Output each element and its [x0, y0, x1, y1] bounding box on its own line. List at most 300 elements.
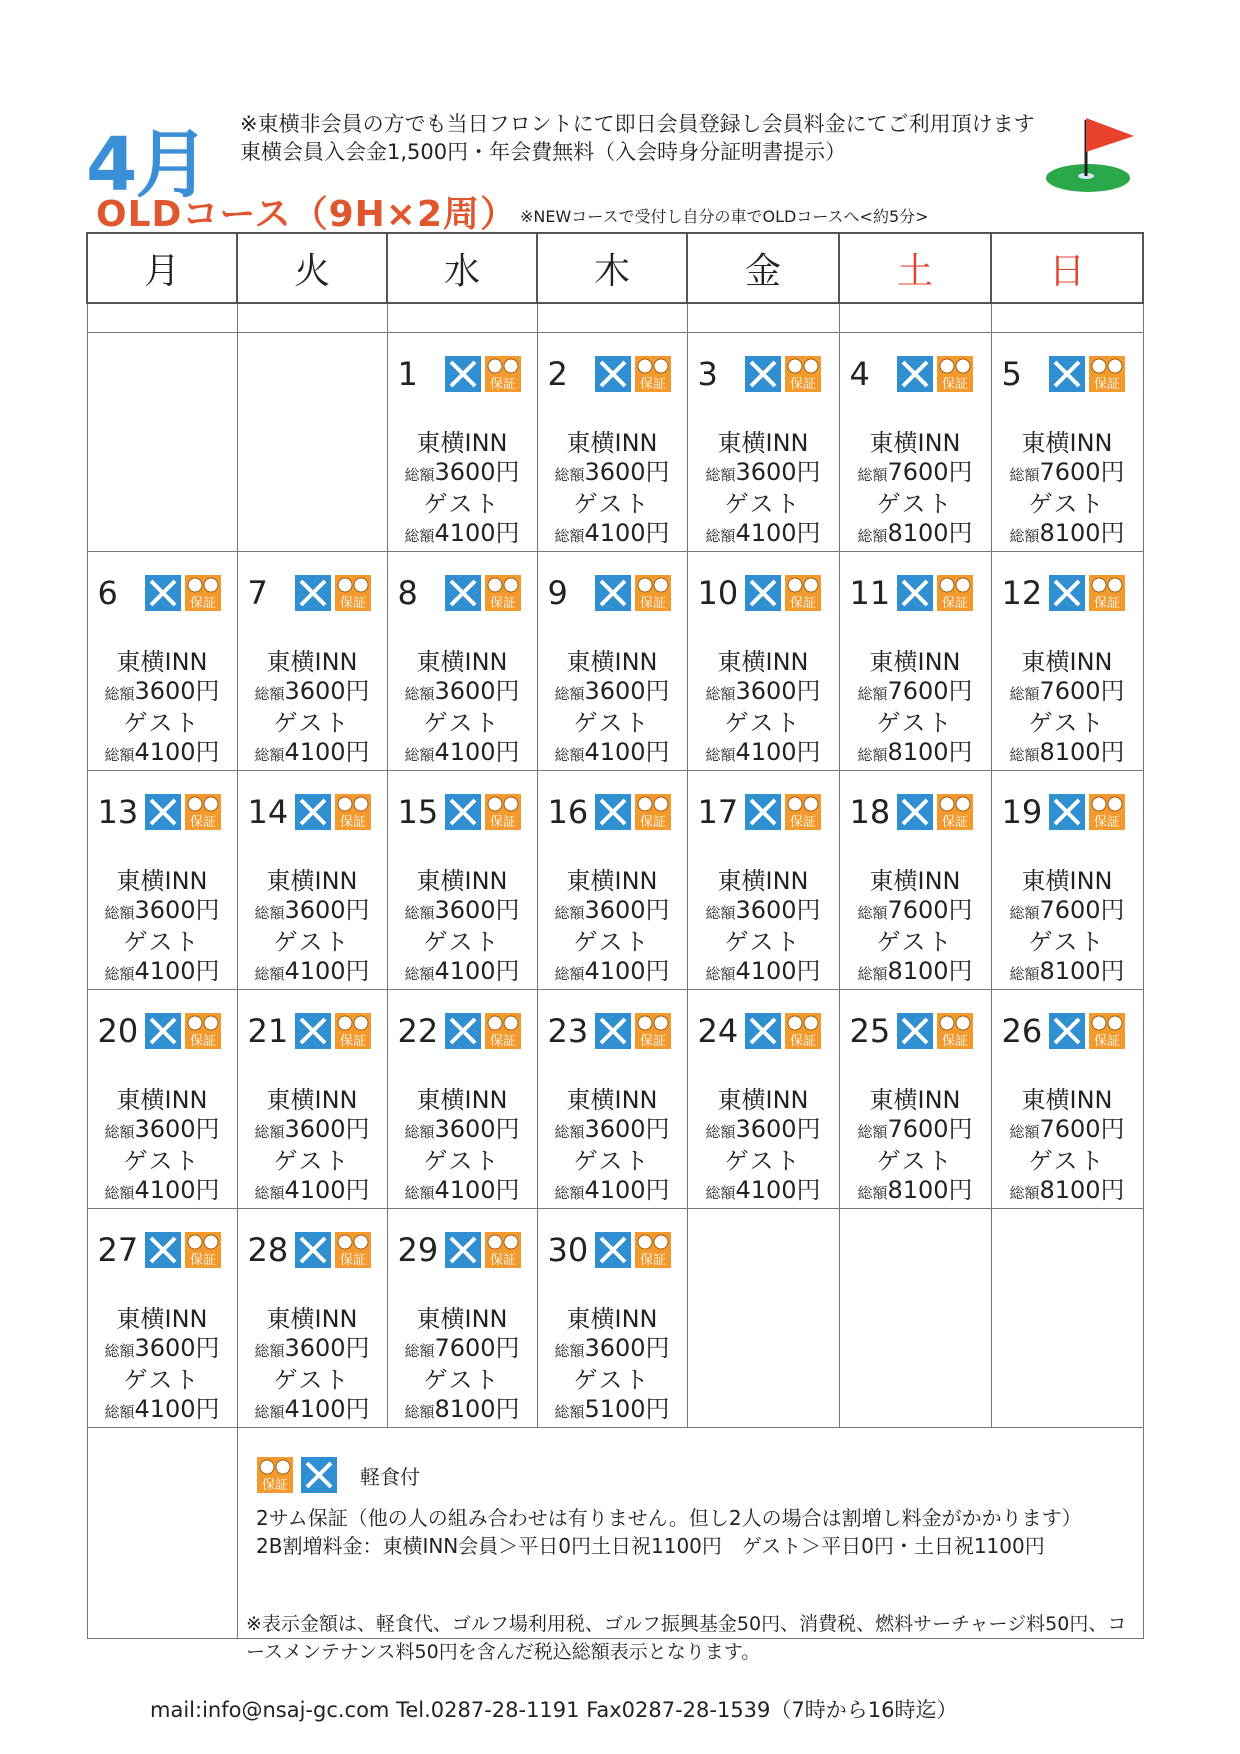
inn-member-price — [538, 677, 687, 709]
svg-text:保証: 保証 — [489, 1034, 516, 1049]
inn-price-value: 3600円 — [434, 1115, 520, 1143]
total-label: 総額 — [705, 466, 736, 484]
svg-text:保証: 保証 — [339, 1253, 366, 1268]
inn-price-value: 3600円 — [735, 458, 821, 486]
total-label: 総額 — [705, 685, 736, 703]
total-label: 総額 — [705, 746, 736, 764]
day-number: 15 — [397, 793, 439, 831]
inn-price-value: 3600円 — [284, 1115, 370, 1143]
fork-knife-icon — [444, 1012, 482, 1050]
two-some-rule: 2サム保証（他の人の組み合わせは有りません。但し2人の場合は割増し料金がかかります） — [256, 1506, 1082, 1530]
total-label: 総額 — [1009, 1123, 1040, 1141]
guest-price — [538, 1176, 687, 1208]
guarantee-badge-icon — [634, 574, 672, 612]
calendar-day-cell — [387, 333, 537, 552]
inn-member-label: 東横INN — [566, 1086, 658, 1114]
inn-price-value: 3600円 — [134, 677, 220, 705]
inn-member-label: 東横INN — [116, 648, 208, 676]
svg-text:保証: 保証 — [789, 1034, 816, 1049]
day-number: 6 — [97, 574, 118, 612]
total-label: 総額 — [254, 1342, 285, 1360]
calendar-day-cell — [537, 1209, 687, 1428]
fork-knife-icon — [144, 1231, 182, 1269]
guest-price-value: 4100円 — [735, 957, 821, 985]
guest-price-value: 5100円 — [584, 1395, 670, 1423]
fork-knife-icon — [444, 793, 482, 831]
day-number: 18 — [849, 793, 891, 831]
day-number: 20 — [97, 1012, 139, 1050]
guarantee-badge-icon — [634, 1012, 672, 1050]
day-number: 28 — [247, 1231, 289, 1269]
guest-price-value: 8100円 — [887, 957, 973, 985]
guarantee-badge-icon — [184, 574, 222, 612]
day-number: 30 — [547, 1231, 589, 1269]
inn-member-label: 東横INN — [1021, 429, 1113, 457]
calendar-day-cell — [87, 552, 237, 771]
fork-knife-icon — [294, 793, 332, 831]
guest-label: ゲスト — [123, 1147, 201, 1175]
day-number: 25 — [849, 1012, 891, 1050]
golf-flag-icon — [1040, 114, 1140, 194]
calendar-week-row — [87, 990, 1143, 1209]
guest-price — [840, 519, 991, 551]
inn-price-value: 7600円 — [1039, 458, 1125, 486]
day-number: 9 — [547, 574, 568, 612]
inn-member-label: 東横INN — [116, 1305, 208, 1333]
total-label: 総額 — [554, 1403, 585, 1421]
guarantee-badge-icon — [634, 793, 672, 831]
svg-text:保証: 保証 — [189, 596, 216, 611]
calendar-day-cell — [687, 990, 839, 1209]
guest-label: ゲスト — [573, 490, 651, 518]
svg-text:保証: 保証 — [789, 815, 816, 830]
inn-member-label: 東横INN — [266, 867, 358, 895]
guarantee-badge-icon — [184, 1231, 222, 1269]
inn-member-label: 東横INN — [416, 1305, 508, 1333]
membership-note-line2: 東横会員入会金1,500円・年会費無料（入会時身分証明書提示） — [240, 140, 847, 164]
inn-member-label: 東横INN — [416, 429, 508, 457]
fork-knife-icon — [594, 355, 632, 393]
guest-price — [238, 957, 387, 989]
inn-member-label: 東横INN — [869, 429, 961, 457]
day-number: 13 — [97, 793, 139, 831]
guest-price — [992, 1176, 1143, 1208]
guest-label: ゲスト — [1028, 1147, 1106, 1175]
inn-price-value: 3600円 — [584, 1115, 670, 1143]
inn-member-price — [388, 1334, 537, 1366]
guest-price-value: 4100円 — [134, 1395, 220, 1423]
guest-price-value: 4100円 — [735, 519, 821, 547]
inn-member-price — [88, 1334, 237, 1366]
guarantee-badge-icon — [784, 1012, 822, 1050]
total-label: 総額 — [1009, 965, 1040, 983]
fork-knife-icon — [444, 355, 482, 393]
calendar-day-cell — [387, 1209, 537, 1428]
guest-price-value: 4100円 — [134, 738, 220, 766]
total-label: 総額 — [404, 685, 435, 703]
guest-label: ゲスト — [423, 1366, 501, 1394]
day-number: 3 — [697, 355, 718, 393]
total-label: 総額 — [1009, 466, 1040, 484]
calendar-day-cell — [387, 990, 537, 1209]
guarantee-badge-icon — [334, 1012, 372, 1050]
calendar-day-cell — [991, 552, 1143, 771]
guest-price-value: 8100円 — [887, 519, 973, 547]
total-label: 総額 — [254, 965, 285, 983]
calendar-day-cell — [537, 771, 687, 990]
day-number: 4 — [849, 355, 870, 393]
guarantee-badge-icon — [484, 793, 522, 831]
guest-label: ゲスト — [273, 1366, 351, 1394]
day-number: 14 — [247, 793, 289, 831]
fork-knife-icon — [896, 1012, 934, 1050]
inn-price-value: 3600円 — [584, 458, 670, 486]
guest-price — [992, 957, 1143, 989]
total-label: 総額 — [554, 685, 585, 703]
guarantee-badge-icon — [1088, 574, 1126, 612]
inn-member-label: 東横INN — [566, 1305, 658, 1333]
membership-note-line1: ※東横非会員の方でも当日フロントにて即日会員登録し会員料金にてご利用頂けます — [240, 112, 1035, 136]
inn-member-price — [238, 677, 387, 709]
inn-member-label: 東横INN — [869, 648, 961, 676]
guest-price — [538, 957, 687, 989]
guest-price-value: 4100円 — [434, 957, 520, 985]
calendar-day-cell — [687, 771, 839, 990]
inn-price-value: 3600円 — [134, 1334, 220, 1362]
guest-price-value: 4100円 — [134, 1176, 220, 1204]
legend — [256, 1456, 1146, 1560]
fork-knife-icon — [744, 1012, 782, 1050]
guest-price-value: 4100円 — [584, 957, 670, 985]
two-b-surcharge-rule: 2B割増料金：東横INN会員＞平日0円土日祝1100円 ゲスト＞平日0円・土日祝1100円 — [256, 1534, 1045, 1558]
fork-knife-icon — [744, 793, 782, 831]
total-label: 総額 — [254, 904, 285, 922]
guest-price — [688, 1176, 839, 1208]
calendar-week-row — [87, 1209, 1143, 1428]
guest-label: ゲスト — [423, 928, 501, 956]
inn-member-price — [840, 1115, 991, 1147]
guarantee-badge-icon — [936, 574, 974, 612]
guest-price — [388, 738, 537, 770]
svg-text:保証: 保証 — [189, 815, 216, 830]
day-number: 23 — [547, 1012, 589, 1050]
guest-price — [238, 1395, 387, 1427]
guest-price-value: 4100円 — [434, 519, 520, 547]
calendar-day-cell — [687, 1209, 839, 1428]
calendar-day-cell — [991, 771, 1143, 990]
inn-price-value: 7600円 — [887, 896, 973, 924]
guarantee-badge-icon — [1088, 793, 1126, 831]
guarantee-badge-icon — [484, 1231, 522, 1269]
guarantee-badge-icon — [634, 1231, 672, 1269]
inn-member-price — [88, 896, 237, 928]
guarantee-badge-icon — [784, 793, 822, 831]
total-label: 総額 — [404, 466, 435, 484]
inn-price-value: 7600円 — [1039, 896, 1125, 924]
guarantee-badge-icon — [784, 355, 822, 393]
inn-price-value: 7600円 — [887, 677, 973, 705]
total-label: 総額 — [404, 746, 435, 764]
guest-price — [992, 738, 1143, 770]
inn-price-value: 7600円 — [1039, 1115, 1125, 1143]
svg-text:保証: 保証 — [489, 815, 516, 830]
guest-price — [388, 519, 537, 551]
course-note: ※NEWコースで受付し自分の車でOLDコースへ<約5分> — [520, 207, 929, 226]
total-label: 総額 — [104, 685, 135, 703]
inn-price-value: 3600円 — [735, 677, 821, 705]
day-number: 21 — [247, 1012, 289, 1050]
calendar-day-cell — [839, 552, 991, 771]
guest-price — [538, 738, 687, 770]
fork-knife-icon — [144, 793, 182, 831]
total-label: 総額 — [104, 1342, 135, 1360]
inn-member-label: 東横INN — [566, 867, 658, 895]
guest-price — [840, 957, 991, 989]
fork-knife-icon — [444, 574, 482, 612]
guarantee-badge-icon — [184, 1012, 222, 1050]
inn-member-label: 東横INN — [416, 648, 508, 676]
inn-member-label: 東横INN — [416, 867, 508, 895]
total-label: 総額 — [705, 904, 736, 922]
inn-member-label: 東横INN — [717, 1086, 809, 1114]
day-number: 22 — [397, 1012, 439, 1050]
guest-label: ゲスト — [724, 490, 802, 518]
total-label: 総額 — [857, 466, 888, 484]
total-label: 総額 — [1009, 685, 1040, 703]
calendar-day-cell — [87, 990, 237, 1209]
guest-label: ゲスト — [123, 1366, 201, 1394]
day-number: 8 — [397, 574, 418, 612]
total-label: 総額 — [104, 1123, 135, 1141]
total-label: 総額 — [104, 904, 135, 922]
calendar-day-cell — [237, 771, 387, 990]
inn-member-price — [388, 896, 537, 928]
fork-knife-icon — [144, 574, 182, 612]
total-label: 総額 — [1009, 1184, 1040, 1202]
fork-knife-icon — [1048, 1012, 1086, 1050]
inn-member-price — [538, 458, 687, 490]
guarantee-badge-icon — [184, 793, 222, 831]
guest-price-value: 8100円 — [1039, 519, 1125, 547]
inn-member-price — [538, 896, 687, 928]
guest-label: ゲスト — [573, 709, 651, 737]
inn-member-label: 東横INN — [416, 1086, 508, 1114]
guest-price-value: 4100円 — [284, 738, 370, 766]
total-label: 総額 — [554, 527, 585, 545]
inn-member-price — [840, 458, 991, 490]
guest-label: ゲスト — [876, 709, 954, 737]
guest-label: ゲスト — [423, 1147, 501, 1175]
guarantee-badge-icon — [936, 793, 974, 831]
total-label: 総額 — [554, 1184, 585, 1202]
guest-label: ゲスト — [573, 1366, 651, 1394]
guarantee-badge-icon — [784, 574, 822, 612]
svg-text:保証: 保証 — [1093, 596, 1120, 611]
inn-member-price — [992, 458, 1143, 490]
svg-text:保証: 保証 — [639, 596, 666, 611]
guest-price-value: 4100円 — [735, 1176, 821, 1204]
inn-member-price — [388, 458, 537, 490]
calendar-week-row — [87, 333, 1143, 552]
inn-price-value: 3600円 — [584, 896, 670, 924]
guest-price-value: 4100円 — [284, 957, 370, 985]
inn-member-price — [538, 1334, 687, 1366]
calendar-table — [86, 232, 1144, 1639]
fork-knife-icon — [144, 1012, 182, 1050]
guest-label: ゲスト — [123, 709, 201, 737]
guarantee-badge-icon — [484, 355, 522, 393]
total-label: 総額 — [1009, 904, 1040, 922]
svg-text:保証: 保証 — [639, 1253, 666, 1268]
guarantee-badge-icon — [484, 574, 522, 612]
svg-text:保証: 保証 — [639, 815, 666, 830]
total-label: 総額 — [554, 746, 585, 764]
inn-price-value: 3600円 — [284, 677, 370, 705]
inn-member-label: 東横INN — [266, 648, 358, 676]
total-label: 総額 — [254, 1403, 285, 1421]
guarantee-badge-icon — [1088, 1012, 1126, 1050]
fork-knife-icon — [594, 1012, 632, 1050]
inn-member-label: 東横INN — [266, 1305, 358, 1333]
inn-member-price — [688, 1115, 839, 1147]
tax-note: ※表示金額は、軽食代、ゴルフ場利用税、ゴルフ振興基金50円、消費税、燃料サーチャージ料50円、コースメンテナンス料50円を含んだ税込総額表示となります。 — [246, 1613, 1127, 1663]
inn-member-price — [992, 896, 1143, 928]
guest-price — [238, 738, 387, 770]
guest-label: ゲスト — [423, 709, 501, 737]
fork-knife-icon — [294, 574, 332, 612]
inn-price-value: 7600円 — [887, 1115, 973, 1143]
inn-member-price — [238, 1334, 387, 1366]
calendar-day-cell — [991, 333, 1143, 552]
calendar-day-cell — [387, 771, 537, 990]
guest-label: ゲスト — [724, 709, 802, 737]
inn-member-price — [688, 896, 839, 928]
total-label: 総額 — [404, 1403, 435, 1421]
total-label: 総額 — [554, 466, 585, 484]
guest-price-value: 8100円 — [887, 738, 973, 766]
inn-member-price — [840, 677, 991, 709]
inn-member-price — [992, 677, 1143, 709]
svg-text:保証: 保証 — [941, 815, 968, 830]
inn-member-label: 東横INN — [266, 1086, 358, 1114]
inn-member-label: 東横INN — [717, 867, 809, 895]
inn-member-price — [688, 677, 839, 709]
fork-knife-icon — [444, 1231, 482, 1269]
svg-text:保証: 保証 — [1093, 377, 1120, 392]
guest-label: ゲスト — [876, 490, 954, 518]
total-label: 総額 — [857, 965, 888, 983]
day-number: 16 — [547, 793, 589, 831]
day-number: 1 — [397, 355, 418, 393]
calendar-day-cell — [237, 552, 387, 771]
guest-label: ゲスト — [423, 490, 501, 518]
month-title: 4月 — [86, 122, 208, 208]
inn-member-label: 東横INN — [116, 1086, 208, 1114]
day-number: 12 — [1001, 574, 1043, 612]
inn-member-label: 東横INN — [116, 867, 208, 895]
guest-price — [388, 1395, 537, 1427]
meal-label: 軽食付 — [360, 1464, 420, 1489]
total-label: 総額 — [554, 965, 585, 983]
guest-price-value: 4100円 — [284, 1395, 370, 1423]
weekday-fri: 金 — [687, 233, 839, 303]
inn-member-price — [238, 1115, 387, 1147]
calendar-week-row — [87, 552, 1143, 771]
guest-label: ゲスト — [573, 1147, 651, 1175]
guest-price-value: 4100円 — [584, 738, 670, 766]
calendar-day-cell — [687, 333, 839, 552]
guarantee-badge-icon — [256, 1456, 294, 1494]
guarantee-badge-icon — [334, 574, 372, 612]
course-title: OLDコース（9H×2周） — [96, 194, 518, 235]
svg-text:保証: 保証 — [489, 1253, 516, 1268]
total-label: 総額 — [404, 965, 435, 983]
total-label: 総額 — [705, 527, 736, 545]
calendar-day-cell — [839, 1209, 991, 1428]
calendar-day-cell — [387, 552, 537, 771]
total-label: 総額 — [705, 1184, 736, 1202]
legend-blank-cell — [87, 1428, 237, 1639]
calendar-day-cell — [87, 1209, 237, 1428]
guest-price — [688, 738, 839, 770]
total-label: 総額 — [857, 746, 888, 764]
guarantee-badge-icon — [334, 1231, 372, 1269]
calendar-day-cell — [537, 990, 687, 1209]
inn-price-value: 3600円 — [735, 896, 821, 924]
day-number: 5 — [1001, 355, 1022, 393]
svg-text:保証: 保証 — [489, 596, 516, 611]
fork-knife-icon — [896, 574, 934, 612]
guest-label: ゲスト — [273, 928, 351, 956]
inn-member-price — [88, 677, 237, 709]
total-label: 総額 — [404, 1123, 435, 1141]
weekday-sat: 土 — [839, 233, 991, 303]
svg-text:保証: 保証 — [639, 377, 666, 392]
fork-knife-icon — [896, 793, 934, 831]
guarantee-badge-icon — [1088, 355, 1126, 393]
inn-price-value: 3600円 — [735, 1115, 821, 1143]
day-number: 10 — [697, 574, 739, 612]
inn-member-price — [992, 1115, 1143, 1147]
svg-text:保証: 保証 — [189, 1253, 216, 1268]
total-label: 総額 — [404, 1184, 435, 1202]
calendar-day-cell — [839, 333, 991, 552]
inn-price-value: 3600円 — [284, 896, 370, 924]
total-label: 総額 — [1009, 746, 1040, 764]
day-number: 19 — [1001, 793, 1043, 831]
total-label: 総額 — [254, 746, 285, 764]
svg-text:保証: 保証 — [941, 596, 968, 611]
guest-price — [840, 738, 991, 770]
total-label: 総額 — [705, 1123, 736, 1141]
calendar-day-cell — [537, 333, 687, 552]
total-label: 総額 — [404, 1342, 435, 1360]
inn-price-value: 7600円 — [434, 1334, 520, 1362]
fork-knife-icon — [300, 1456, 338, 1494]
day-number: 26 — [1001, 1012, 1043, 1050]
total-label: 総額 — [857, 904, 888, 922]
guarantee-badge-icon — [484, 1012, 522, 1050]
inn-member-label: 東横INN — [717, 429, 809, 457]
total-label: 総額 — [554, 904, 585, 922]
calendar-week-row — [87, 771, 1143, 990]
fork-knife-icon — [594, 793, 632, 831]
guarantee-badge-icon — [936, 1012, 974, 1050]
guest-price-value: 8100円 — [1039, 957, 1125, 985]
calendar-day-cell — [839, 990, 991, 1209]
guest-price-value: 8100円 — [887, 1176, 973, 1204]
guest-price-value: 8100円 — [1039, 738, 1125, 766]
